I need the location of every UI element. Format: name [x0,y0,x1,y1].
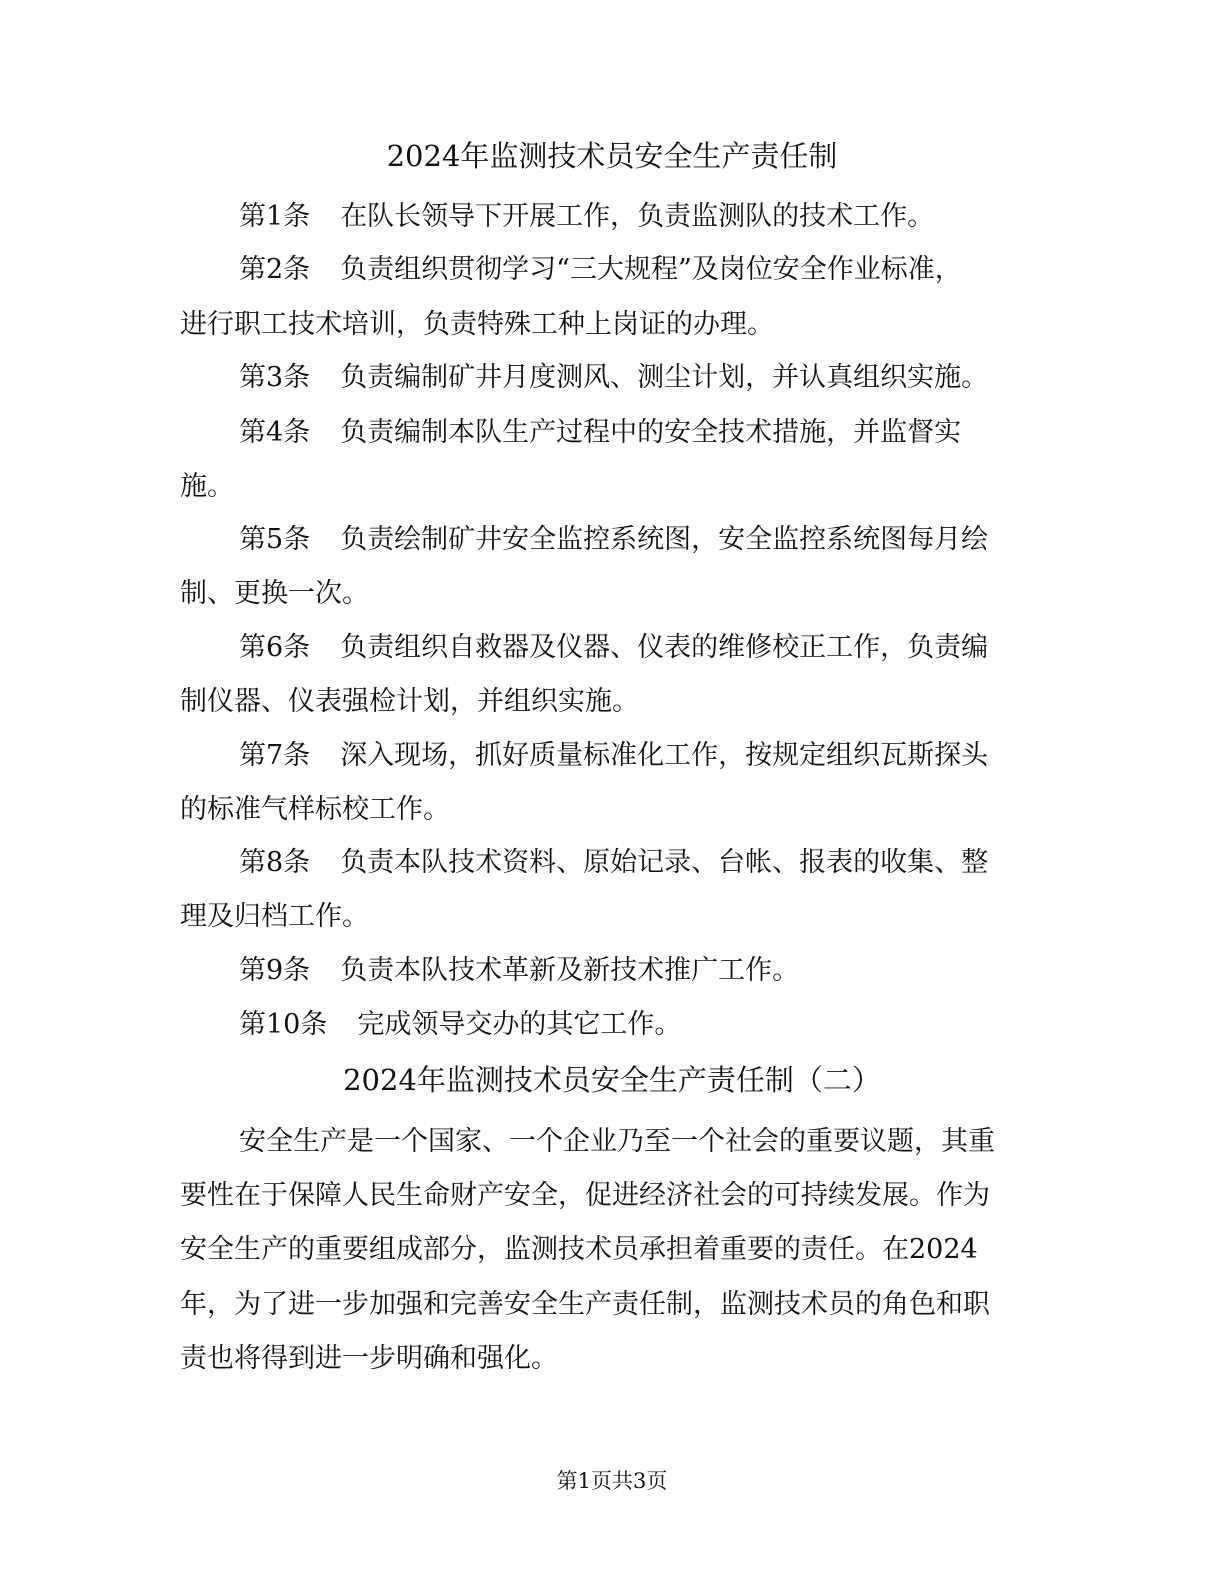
article-text: 负责编制矿井月度测风、测尘计划，并认真组织实施。 [340,362,989,393]
article-text: 负责编制本队生产过程中的安全技术措施，并监督实 [340,417,962,448]
article-5 [239,520,988,560]
article-text: 负责组织自救器及仪器、仪表的维修校正工作，负责编 [340,632,989,663]
article-number: 第3条 [239,362,311,393]
article-number: 第5条 [239,524,311,555]
article-8-continuation: 理及归档工作。 [180,901,369,932]
article-7 [239,736,988,776]
article-8 [239,843,988,883]
section-2-paragraph-line: 安全生产的重要组成部分，监测技术员承担着重要的责任。在2024 [180,1234,978,1265]
article-number: 第1条 [239,201,311,232]
article-text: 负责本队技术资料、原始记录、台帐、报表的收集、整 [340,847,989,878]
document-title: 2024年监测技术员安全生产责任制 [386,139,838,173]
section-2-paragraph-line: 责也将得到进一步明确和强化。 [180,1343,558,1374]
article-6 [239,628,988,668]
article-3 [239,358,988,398]
article-text: 在队长领导下开展工作，负责监测队的技术工作。 [340,201,935,232]
article-text: 负责本队技术革新及新技术推广工作。 [340,955,800,986]
article-text: 深入现场，抓好质量标准化工作，按规定组织瓦斯探头 [340,740,989,771]
article-7-continuation: 的标准气样标校工作。 [180,794,450,825]
article-number: 第4条 [239,417,311,448]
article-5-continuation: 制、更换一次。 [180,578,369,609]
section-2-paragraph-line: 要性在于保障人民生命财产安全，促进经济社会的可持续发展。作为 [180,1180,990,1211]
article-number: 第9条 [239,955,311,986]
section-2-paragraph-line: 年，为了进一步加强和完善安全生产责任制，监测技术员的角色和职 [180,1289,990,1320]
article-number: 第2条 [239,254,311,285]
article-number: 第7条 [239,740,311,771]
article-number: 第8条 [239,847,311,878]
article-6-continuation: 制仪器、仪表强检计划，并组织实施。 [180,686,639,717]
section-2-title: 2024年监测技术员安全生产责任制（二） [343,1063,881,1097]
article-2-continuation: 进行职工技术培训，负责特殊工种上岗证的办理。 [180,309,774,340]
article-2 [239,250,962,290]
article-text: 负责组织贯彻学习“三大规程”及岗位安全作业标准， [340,254,962,285]
article-number: 第6条 [239,632,311,663]
article-text: 完成领导交办的其它工作。 [357,1009,682,1040]
article-9 [239,951,799,991]
article-1 [239,197,934,237]
article-10 [239,1005,681,1045]
article-text: 负责绘制矿井安全监控系统图，安全监控系统图每月绘 [340,524,989,555]
page-footer: 第1页共3页 [556,1469,668,1493]
article-number: 第10条 [239,1009,328,1040]
article-4-continuation: 施。 [180,471,234,502]
article-4 [239,413,961,453]
section-2-paragraph-line: 安全生产是一个国家、一个企业乃至一个社会的重要议题，其重 [239,1126,995,1157]
